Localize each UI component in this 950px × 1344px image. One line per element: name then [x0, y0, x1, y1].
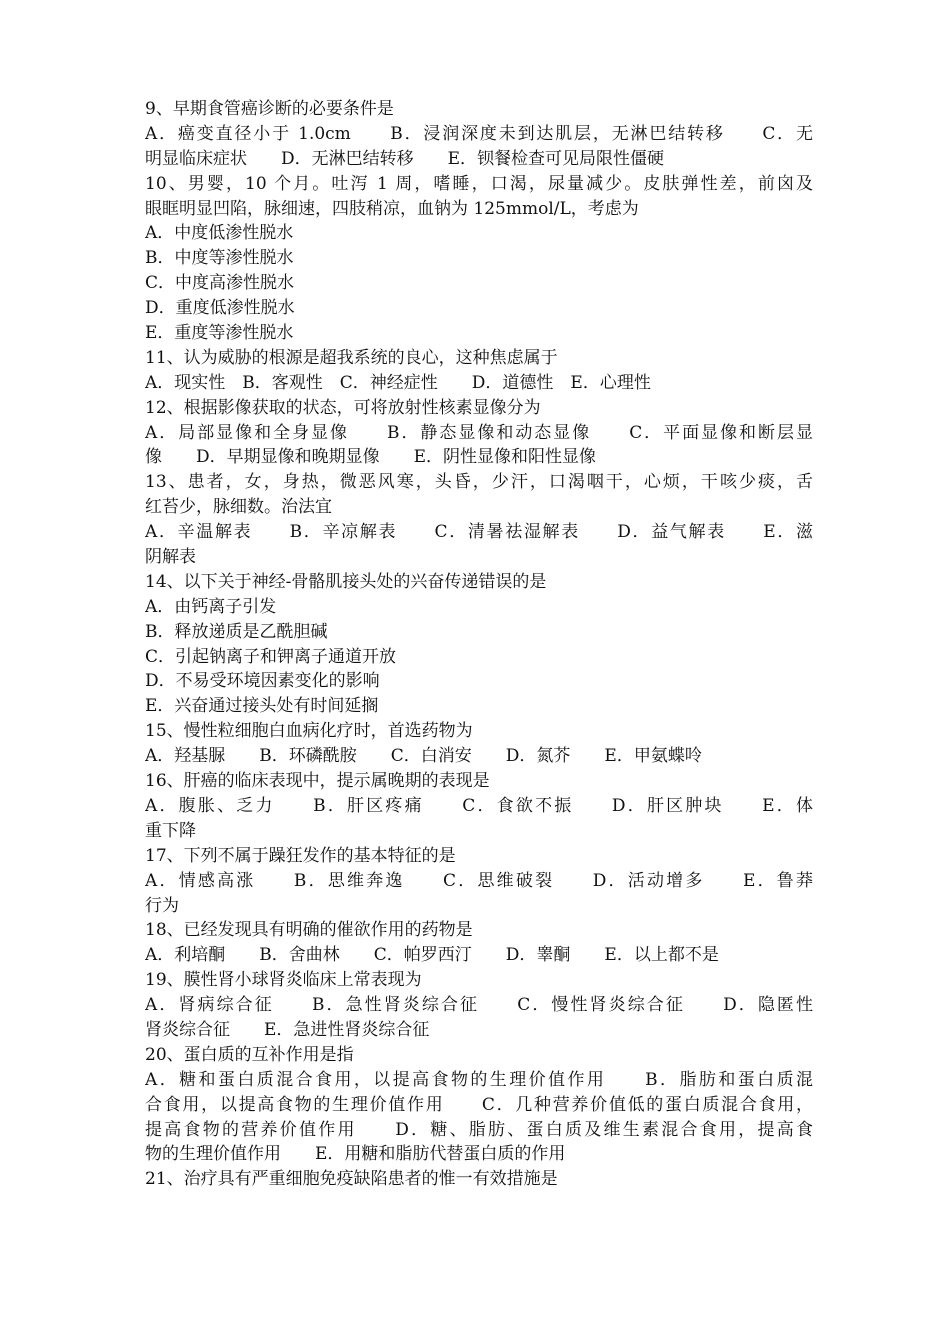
question-9-options-line-1: A．癌变直径小于 1.0cm B．浸润深度未到达肌层，无淋巴结转移 C．无	[145, 123, 813, 144]
question-16-options-line-2: 重下降	[145, 820, 196, 841]
question-20-options-line-1: A．糖和蛋白质混合食用，以提高食物的生理价值作用 B．脂肪和蛋白质混	[145, 1069, 813, 1090]
question-12-stem: 12、根据影像获取的状态，可将放射性核素显像分为	[145, 397, 541, 418]
question-16-options-line-1: A．腹胀、乏力 B．肝区疼痛 C．食欲不振 D．肝区肿块 E．体	[145, 795, 813, 816]
question-10-option-b: B．中度等渗性脱水	[145, 248, 294, 269]
question-10-stem-line-1: 10、男婴，10 个月。吐泻 1 周，嗜睡，口渴，尿量减少。皮肤弹性差，前囟及	[145, 173, 813, 194]
question-20-options-line-2: 合食用，以提高食物的生理价值作用 C．几种营养价值低的蛋白质混合食用，	[145, 1094, 813, 1115]
question-17-stem: 17、下列不属于躁狂发作的基本特征的是	[145, 845, 456, 866]
question-9-options-line-2: 明显临床症状 D．无淋巴结转移 E．钡餐检查可见局限性僵硬	[145, 148, 665, 169]
question-12-options-line-1: A．局部显像和全身显像 B．静态显像和动态显像 C．平面显像和断层显	[145, 422, 813, 443]
question-14-option-b: B．释放递质是乙酰胆碱	[145, 621, 328, 642]
question-17-options-line-2: 行为	[145, 895, 179, 916]
question-19-options-line-2: 肾炎综合征 E．急进性肾炎综合征	[145, 1019, 430, 1040]
question-13-options-line-2: 阴解表	[145, 547, 196, 568]
question-20-options-line-4: 物的生理价值作用 E．用糖和脂肪代替蛋白质的作用	[145, 1144, 566, 1165]
question-12-options-line-2: 像 D．早期显像和晚期显像 E．阴性显像和阳性显像	[145, 447, 597, 468]
question-14-option-d: D．不易受环境因素变化的影响	[145, 671, 380, 692]
question-18-stem: 18、已经发现具有明确的催欲作用的药物是	[145, 920, 473, 941]
question-19-options-line-1: A．肾病综合征 B．急性肾炎综合征 C．慢性肾炎综合征 D．隐匿性	[145, 995, 813, 1016]
question-17-options-line-1: A．情感高涨 B．思维奔逸 C．思维破裂 D．活动增多 E．鲁莽	[145, 870, 813, 891]
question-14-option-e: E．兴奋通过接头处有时间延搁	[145, 696, 379, 717]
document-page	[145, 97, 813, 1192]
question-11-options: A．现实性 B．客观性 C．神经症性 D．道德性 E．心理性	[145, 372, 651, 393]
question-10-stem-line-2: 眼眶明显凹陷，脉细速，四肢稍凉，血钠为 125mmol/L，考虑为	[145, 198, 639, 219]
question-19-stem: 19、膜性肾小球肾炎临床上常表现为	[145, 970, 422, 991]
question-9-stem: 9、早期食管癌诊断的必要条件是	[145, 99, 394, 119]
question-10-option-d: D．重度低渗性脱水	[145, 298, 295, 319]
question-13-options-line-1: A．辛温解表 B．辛凉解表 C．清暑祛湿解表 D．益气解表 E．滋	[145, 522, 813, 543]
question-20-stem: 20、蛋白质的互补作用是指	[145, 1044, 354, 1065]
question-15-stem: 15、慢性粒细胞白血病化疗时，首选药物为	[145, 721, 473, 742]
question-14-option-c: C．引起钠离子和钾离子通道开放	[145, 646, 397, 667]
question-10-option-a: A．中度低渗性脱水	[145, 223, 294, 244]
question-13-stem-line-1: 13、患者，女，身热，微恶风寒，头昏，少汗，口渴咽干，心烦，干咳少痰，舌	[145, 472, 813, 493]
question-13-stem-line-2: 红苔少，脉细数。治法宜	[145, 497, 332, 518]
question-15-options: A．羟基脲 B．环磷酰胺 C．白消安 D．氮芥 E．甲氨蝶呤	[145, 746, 702, 767]
question-10-option-e: E．重度等渗性脱水	[145, 323, 294, 344]
question-18-options: A．利培酮 B．舍曲林 C．帕罗西汀 D．睾酮 E．以上都不是	[145, 945, 719, 966]
question-21-stem: 21、治疗具有严重细胞免疫缺陷患者的惟一有效措施是	[145, 1169, 558, 1190]
question-11-stem: 11、认为威胁的根源是超我系统的良心，这种焦虑属于	[145, 347, 558, 368]
question-10-option-c: C．中度高渗性脱水	[145, 273, 295, 294]
question-16-stem: 16、肝癌的临床表现中，提示属晚期的表现是	[145, 771, 490, 792]
question-14-stem: 14、以下关于神经-骨骼肌接头处的兴奋传递错误的是	[145, 571, 547, 592]
question-20-options-line-3: 提高食物的营养价值作用 D．糖、脂肪、蛋白质及维生素混合食用，提高食	[145, 1119, 813, 1140]
question-14-option-a: A．由钙离子引发	[145, 596, 277, 617]
